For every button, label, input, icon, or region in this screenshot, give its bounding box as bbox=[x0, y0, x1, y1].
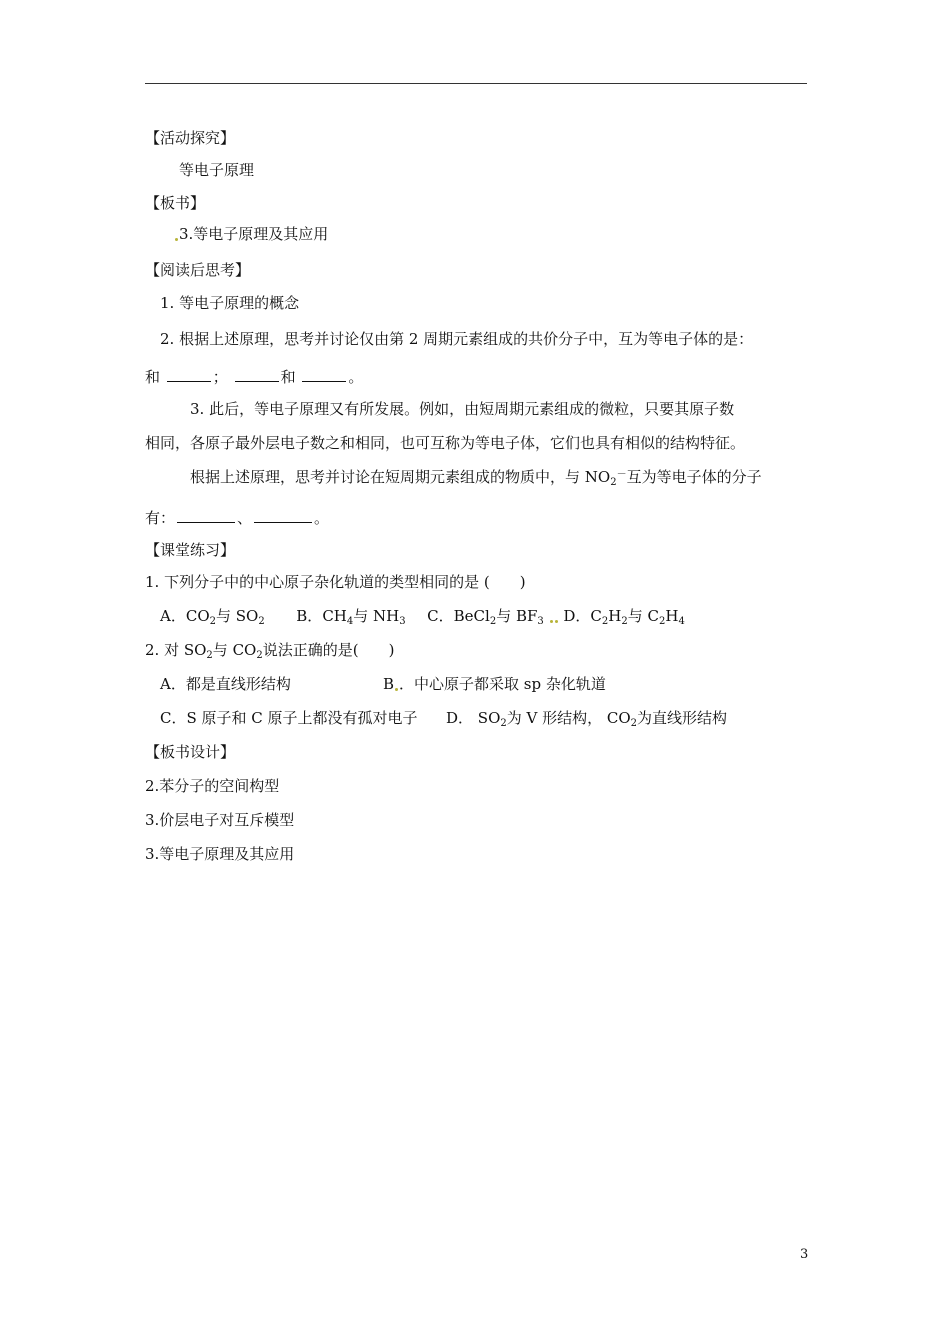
marker-dot bbox=[555, 620, 558, 623]
option-b[interactable]: B．$CH_4$与 $NH_3$ bbox=[296, 607, 406, 627]
option-a[interactable]: A．$CO_2$与 $SO_2$ bbox=[160, 607, 265, 627]
exercise-q2-option-b[interactable]: B ．中心原子都采取 sp 杂化轨道 bbox=[383, 675, 606, 693]
reading-heading: 【阅读后思考】 bbox=[145, 261, 251, 279]
exercise-q1: 1. 下列分子中的中心原子杂化轨道的类型相同的是 ( ) bbox=[145, 573, 526, 591]
q2-and-1: 和 bbox=[145, 368, 161, 386]
board-text: 3.等电子原理及其应用 bbox=[179, 225, 329, 243]
q2-end: 。 bbox=[348, 368, 364, 386]
no2-charge: － bbox=[616, 469, 627, 480]
q4-end: 。 bbox=[314, 509, 330, 527]
answer-blank-1[interactable] bbox=[167, 366, 211, 382]
exercise-q2-option-c[interactable]: C．S 原子和 C 原子上都没有孤对电子 bbox=[160, 709, 418, 727]
no2-subscript: 2 bbox=[610, 477, 617, 488]
reading-q3-line2: 相同，各原子最外层电子数之和相同，也可互称为等电子体，它们也具有相似的结构特征。 bbox=[145, 434, 746, 452]
q2-separator: ； bbox=[212, 368, 228, 386]
activity-text: 等电子原理 bbox=[179, 161, 255, 179]
marker-dot bbox=[175, 238, 178, 241]
answer-blank-5[interactable] bbox=[254, 507, 312, 523]
marker-dot bbox=[395, 688, 398, 691]
page-number: 3 bbox=[800, 1247, 809, 1262]
answer-blank-4[interactable] bbox=[177, 507, 235, 523]
q2-and-2: 和 bbox=[280, 368, 296, 386]
marker-dot bbox=[550, 620, 553, 623]
reading-q1: 1. 等电子原理的概念 bbox=[160, 294, 300, 312]
reading-q4-line1 bbox=[190, 467, 762, 487]
q4-separator: 、 bbox=[237, 509, 253, 527]
design-item: 2.苯分子的空间构型 bbox=[145, 777, 280, 795]
header-rule bbox=[145, 83, 807, 84]
reading-q2-line1: 2. 根据上述原理，思考并讨论仅由第 2 周期元素组成的共价分子中，互为等电子体的是： bbox=[160, 330, 754, 348]
q4-text-post: 互为等电子体的分子 bbox=[626, 468, 762, 486]
board-heading: 【板书】 bbox=[145, 194, 206, 212]
answer-blank-2[interactable] bbox=[235, 366, 279, 382]
activity-heading: 【活动探究】 bbox=[145, 129, 236, 147]
exercise-q2: 2. 对 $SO_2$与 $CO_2$说法正确的是( ) bbox=[145, 641, 395, 661]
exercise-q1-options bbox=[160, 606, 685, 626]
reading-q2-line2 bbox=[145, 366, 363, 387]
option-d[interactable]: D．$C_2H_2$与 $C_2H_4$ bbox=[563, 607, 685, 627]
q4-line2-pre: 有： bbox=[145, 509, 176, 527]
reading-q4-line2 bbox=[145, 507, 329, 528]
q4-text-pre: 根据上述原理，思考并讨论在短周期元素组成的物质中，与 NO bbox=[190, 468, 611, 486]
reading-q3-line1: 3. 此后，等电子原理又有所发展。例如，由短周期元素组成的微粒，只要其原子数 bbox=[190, 400, 735, 418]
board-text-line bbox=[174, 224, 328, 244]
design-item: 3.价层电子对互斥模型 bbox=[145, 811, 295, 829]
option-c[interactable]: C．BeCl$_2$与 $BF_3$ bbox=[427, 607, 544, 627]
exercise-q2-option-d[interactable]: D． $SO_2$为 V 形结构， $CO_2$为直线形结构 bbox=[446, 709, 728, 729]
design-heading: 【板书设计】 bbox=[145, 743, 236, 761]
design-item: 3.等电子原理及其应用 bbox=[145, 845, 295, 863]
exercise-q2-option-a[interactable]: A．都是直线形结构 bbox=[160, 675, 291, 693]
exercise-heading: 【课堂练习】 bbox=[145, 541, 236, 559]
answer-blank-3[interactable] bbox=[302, 366, 346, 382]
